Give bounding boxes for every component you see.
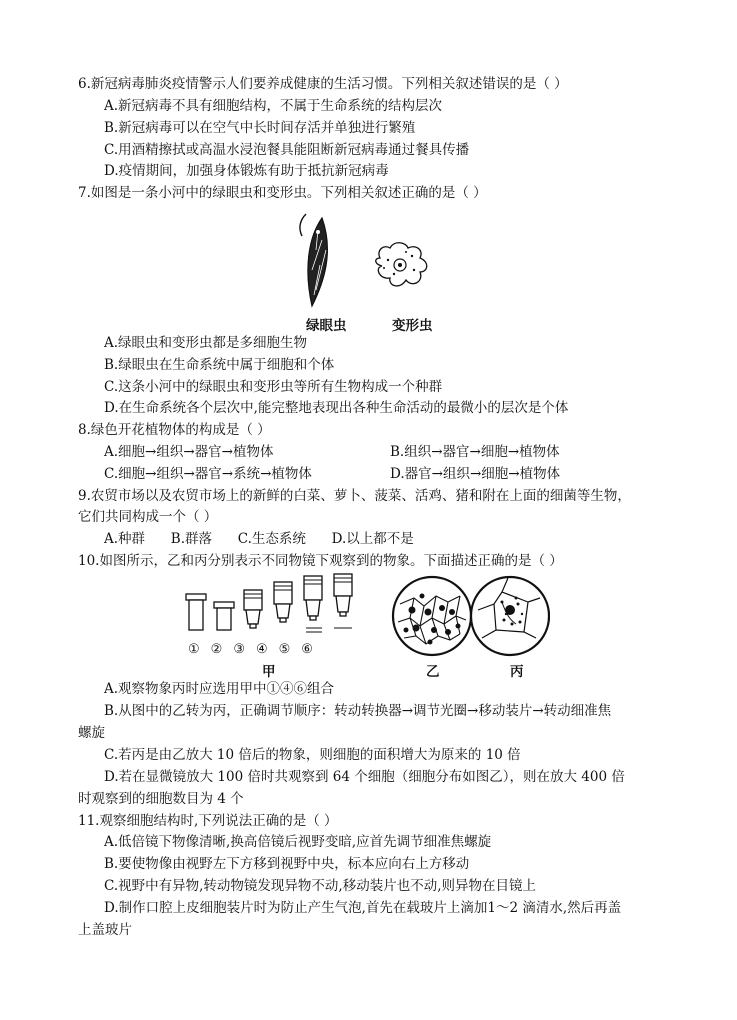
lens-num-1: ① [188,642,211,657]
q10-option-d: D.若在显微镜放大 100 倍时共观察到 64 个细胞（细胞分布如图乙），则在放大 400 倍 [104,769,625,785]
q8-option-a: A.细胞→组织→器官→植物体 [104,444,274,460]
q11-option-b: B.要使物像由视野左下方移到视野中央，标本应向右上方移动 [104,856,470,872]
lens-num-5: ⑤ [278,642,302,657]
eyepiece-2-icon [214,602,234,630]
lens-numbers [188,640,324,660]
cell-views-figure [390,574,550,658]
lens-num-2: ② [210,642,234,657]
view-bing-icon [471,577,549,655]
q6-stem: 6.新冠病毒肺炎疫情警示人们要养成健康的生活习惯。下列相关叙述错误的是（ ） [78,76,568,92]
euglena-amoeba-figure [290,210,460,310]
q6-option-a: A.新冠病毒不具有细胞结构，不属于生命系统的结构层次 [104,98,443,114]
q8-option-c: C.细胞→组织→器官→系统→植物体 [104,466,312,482]
q11-stem: 11.观察细胞结构时,下列说法正确的是（ ） [78,813,338,829]
q10-stem: 10.如图所示，乙和丙分别表示不同物镜下观察到的物象。下面描述正确的是（ ） [78,553,563,569]
objective-3-icon [244,590,262,628]
q10-option-b-cont: 螺旋 [78,725,105,741]
amoeba-icon [376,243,427,286]
q10-option-d-cont: 时观察到的细胞数目为 4 个 [78,791,244,807]
q8-option-d: D.器官→组织→细胞→植物体 [390,466,561,482]
q7-option-d: D.在生命系统各个层次中,能完整地表现出各种生命活动的最微小的层次是个体 [104,400,569,416]
q7-option-a: A.绿眼虫和变形虫都是多细胞生物 [104,335,308,351]
q8-option-b: B.组织→器官→细胞→植物体 [390,444,560,460]
q11-option-c: C.视野中有异物,转动物镜发现异物不动,移动装片也不动,则异物在目镜上 [104,878,537,894]
q10-option-c: C.若丙是由乙放大 10 倍后的物象，则细胞的面积增大为原来的 10 倍 [104,747,521,763]
objective-6-icon [334,574,352,616]
objective-5-icon [304,576,322,620]
q8-stem: 8.绿色开花植物体的构成是（ ） [78,422,271,438]
q6-option-b: B.新冠病毒可以在空气中长时间存活并单独进行繁殖 [104,120,416,136]
q9-options: A.种群 B.群落 C.生态系统 D.以上都不是 [104,531,414,547]
figure-jia-label: 甲 [262,664,276,680]
q10-option-b: B.从图中的乙转为丙，正确调节顺序：转动转换器→调节光圈→移动装片→转动细准焦 [104,703,612,719]
objective-4-icon [274,582,292,622]
q7-stem: 7.如图是一条小河中的绿眼虫和变形虫。下列相关叙述正确的是（ ） [78,185,487,201]
q11-option-d: D.制作口腔上皮细胞装片时为防止产生气泡,首先在载玻片上滴加1～2 滴清水,然后再盖 [104,900,622,916]
q9-stem: 9.农贸市场以及农贸市场上的新鲜的白菜、萝卜、菠菜、活鸡、猪和附在上面的细菌等生物， [78,488,631,504]
euglena-label: 绿眼虫 [306,318,347,334]
figure-bing-label: 丙 [510,664,524,680]
q10-option-a: A.观察物象丙时应选用甲中①④⑥组合 [104,681,335,697]
euglena-icon [300,214,327,306]
view-yi-icon [393,577,471,655]
figure-yi-label: 乙 [426,664,440,680]
q7-option-c: C.这条小河中的绿眼虫和变形虫等所有生物构成一个种群 [104,379,443,395]
q9-stem-cont: 它们共同构成一个（ ） [78,509,218,525]
lens-num-6: ⑥ [301,642,324,657]
q7-option-b: B.绿眼虫在生命系统中属于细胞和个体 [104,357,335,373]
eyepiece-1-icon [186,594,206,630]
lens-num-4: ④ [255,642,279,657]
q11-option-a: A.低倍镜下物像清晰,换高倍镜后视野变暗,应首先调节细准焦螺旋 [104,834,492,850]
lens-num-3: ③ [233,642,256,657]
amoeba-label: 变形虫 [392,318,433,334]
q6-option-d: D.疫情期间，加强身体锻炼有助于抵抗新冠病毒 [104,163,389,179]
q11-option-d-cont: 上盖玻片 [78,922,132,938]
q6-option-c: C.用酒精擦拭或高温水浸泡餐具能阻断新冠病毒通过餐具传播 [104,142,470,158]
